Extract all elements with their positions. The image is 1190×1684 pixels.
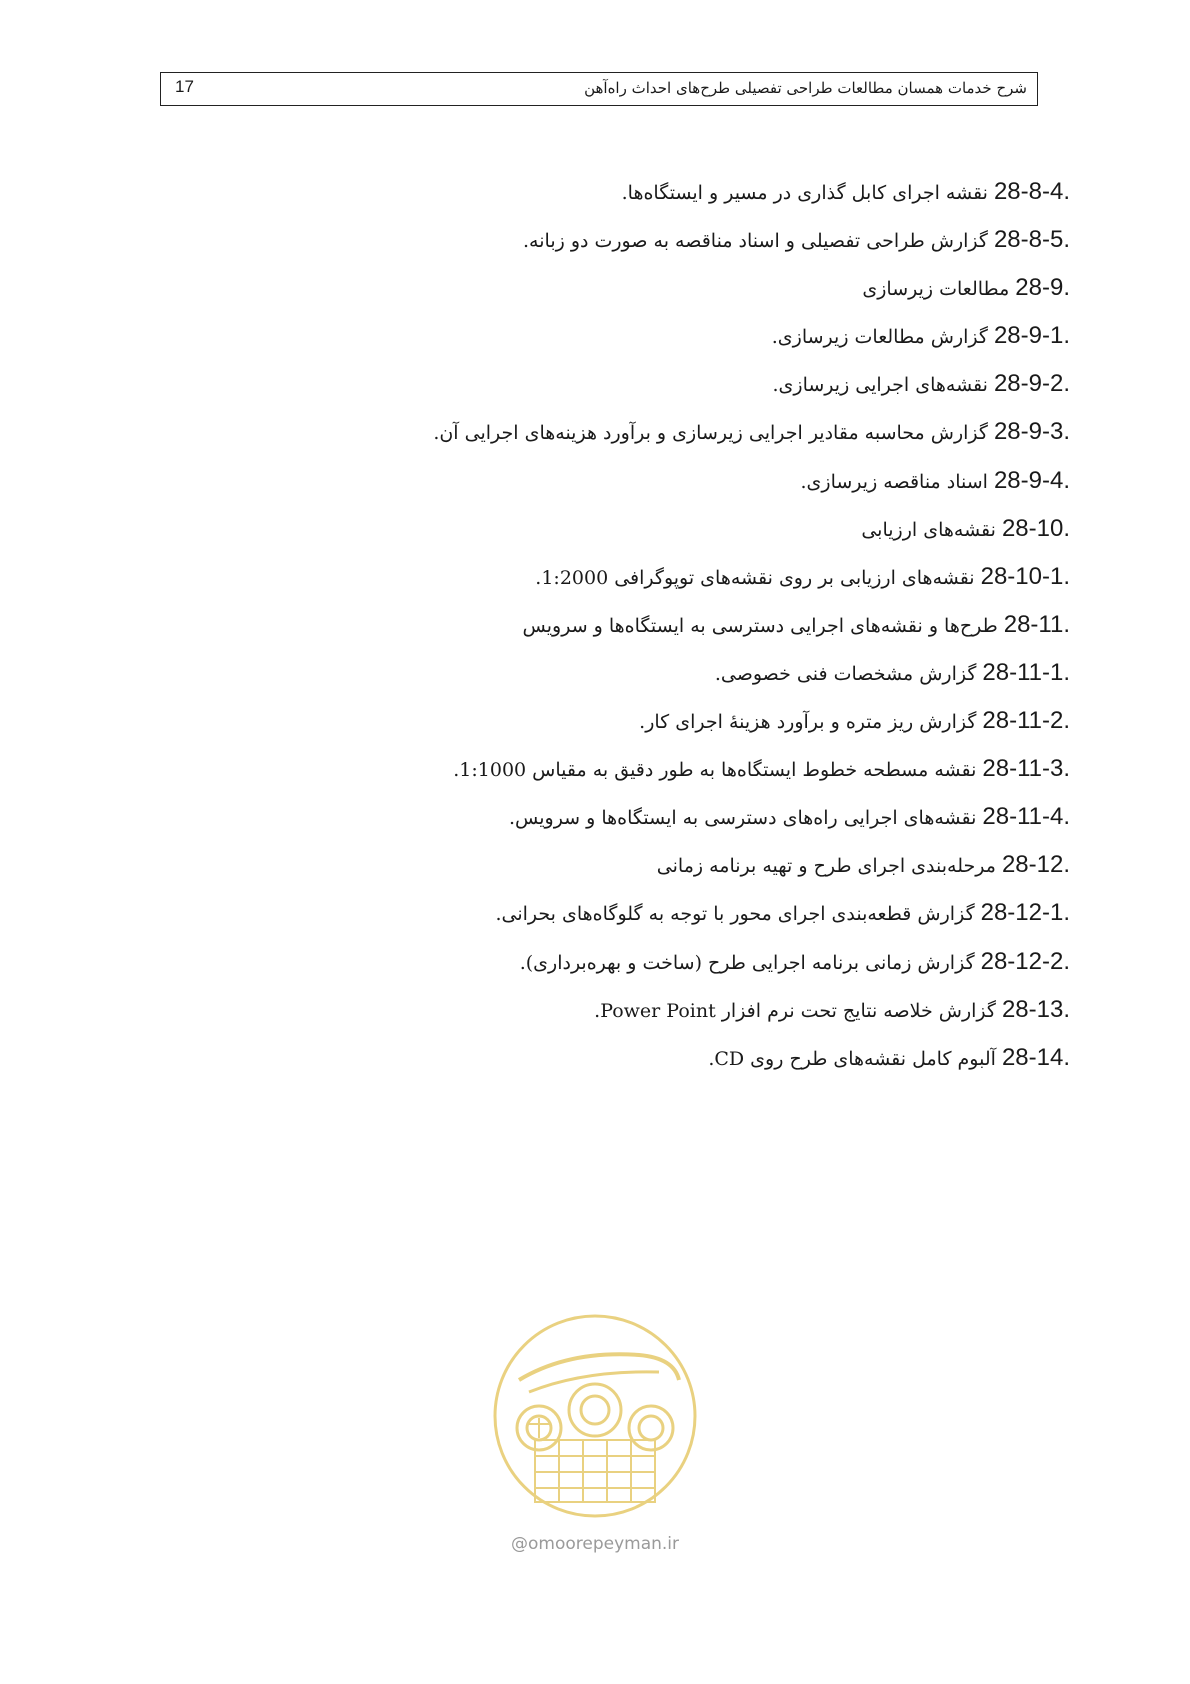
item-text: آلبوم کامل نقشه‌های طرح روی CD. bbox=[708, 1047, 996, 1070]
list-item bbox=[270, 312, 1070, 360]
item-text: گزارش طراحی تفصیلی و اسناد مناقصه به صورت دو زبانه. bbox=[523, 230, 988, 253]
item-number: 28-9-2. bbox=[993, 370, 1070, 398]
list-item bbox=[270, 938, 1070, 986]
item-text: گزارش زمانی برنامه اجرایی طرح (ساخت و بهره‌برداری). bbox=[519, 951, 975, 974]
item-number: 28-9-3. bbox=[993, 418, 1070, 446]
list-item bbox=[270, 505, 1070, 553]
item-text: گزارش مشخصات فنی خصوصی. bbox=[714, 662, 977, 685]
item-text: گزارش محاسبه مقادیر اجرایی زیرسازی و برآورد هزینه‌های اجرایی آن. bbox=[433, 422, 988, 445]
item-text: نقشه‌های ارزیابی bbox=[861, 518, 996, 541]
page-header bbox=[160, 72, 1038, 106]
item-number: 28-12-1. bbox=[980, 899, 1070, 927]
page-number: 17 bbox=[175, 77, 194, 96]
item-number: 28-8-5. bbox=[993, 226, 1070, 254]
list-item bbox=[270, 745, 1070, 793]
item-number: 28-12. bbox=[1001, 851, 1070, 879]
item-text: نقشه‌های اجرایی زیرسازی. bbox=[772, 374, 988, 397]
item-number: 28-9. bbox=[1015, 274, 1070, 302]
item-text: گزارش قطعه‌بندی اجرای محور با توجه به گلوگاه‌های بحرانی. bbox=[495, 903, 975, 926]
list-item bbox=[270, 216, 1070, 264]
item-text: طرح‌ها و نقشه‌های اجرایی دسترسی به ایستگاه‌ها و سرویس bbox=[522, 614, 998, 637]
list-item bbox=[270, 457, 1070, 505]
item-text: نقشه اجرای کابل گذاری در مسیر و ایستگاه‌ها. bbox=[621, 182, 988, 204]
list-item bbox=[270, 264, 1070, 312]
item-number: 28-12-2. bbox=[980, 947, 1070, 975]
list-item bbox=[270, 553, 1070, 601]
list-item bbox=[270, 697, 1070, 745]
item-number: 28-10-1. bbox=[980, 562, 1070, 590]
item-number: 28-11-2. bbox=[982, 707, 1070, 735]
item-text: گزارش ریز متره و برآورد هزینهٔ اجرای کار. bbox=[639, 711, 977, 734]
deliverables-list bbox=[270, 168, 1070, 1082]
watermark-logo-icon bbox=[489, 1310, 701, 1522]
item-number: 28-9-1. bbox=[993, 322, 1070, 350]
item-number: 28-11. bbox=[1003, 610, 1070, 638]
watermark-caption: @omoorepeyman.ir bbox=[510, 1534, 680, 1554]
header-title: شرح خدمات همسان مطالعات طراحی تفصیلی طرح‌های احداث راه‌آهن bbox=[584, 79, 1027, 97]
item-text: اسناد مناقصه زیرسازی. bbox=[800, 470, 988, 493]
list-item bbox=[270, 649, 1070, 697]
item-text: مطالعات زیرسازی bbox=[862, 278, 1010, 301]
item-text: گزارش خلاصه نتایج تحت نرم افزار Power Point. bbox=[594, 999, 996, 1022]
list-item bbox=[270, 360, 1070, 408]
item-number: 28-14. bbox=[1001, 1043, 1070, 1071]
item-number: 28-13. bbox=[1001, 995, 1070, 1023]
item-text: نقشه‌های ارزیابی بر روی نقشه‌های توپوگرافی 1:2000. bbox=[535, 566, 975, 589]
item-number: 28-8-4. bbox=[993, 178, 1070, 205]
item-number: 28-9-4. bbox=[993, 466, 1070, 494]
item-text: گزارش مطالعات زیرسازی. bbox=[771, 326, 988, 349]
list-item bbox=[270, 841, 1070, 889]
item-number: 28-11-4. bbox=[982, 803, 1070, 831]
item-number: 28-11-1. bbox=[982, 658, 1070, 686]
item-text: مرحله‌بندی اجرای طرح و تهیه برنامه زمانی bbox=[656, 855, 996, 878]
item-number: 28-10. bbox=[1001, 514, 1070, 542]
item-text: نقشه مسطحه خطوط ایستگاه‌ها به طور دقیق به مقیاس 1:1000. bbox=[453, 759, 977, 782]
list-item bbox=[270, 601, 1070, 649]
list-item bbox=[270, 986, 1070, 1034]
list-item bbox=[270, 168, 1070, 216]
item-number: 28-11-3. bbox=[982, 755, 1070, 783]
item-text: نقشه‌های اجرایی راه‌های دسترسی به ایستگاه‌ها و سرویس. bbox=[508, 807, 977, 830]
list-item bbox=[270, 889, 1070, 937]
list-item bbox=[270, 1034, 1070, 1082]
list-item bbox=[270, 408, 1070, 456]
list-item bbox=[270, 793, 1070, 841]
